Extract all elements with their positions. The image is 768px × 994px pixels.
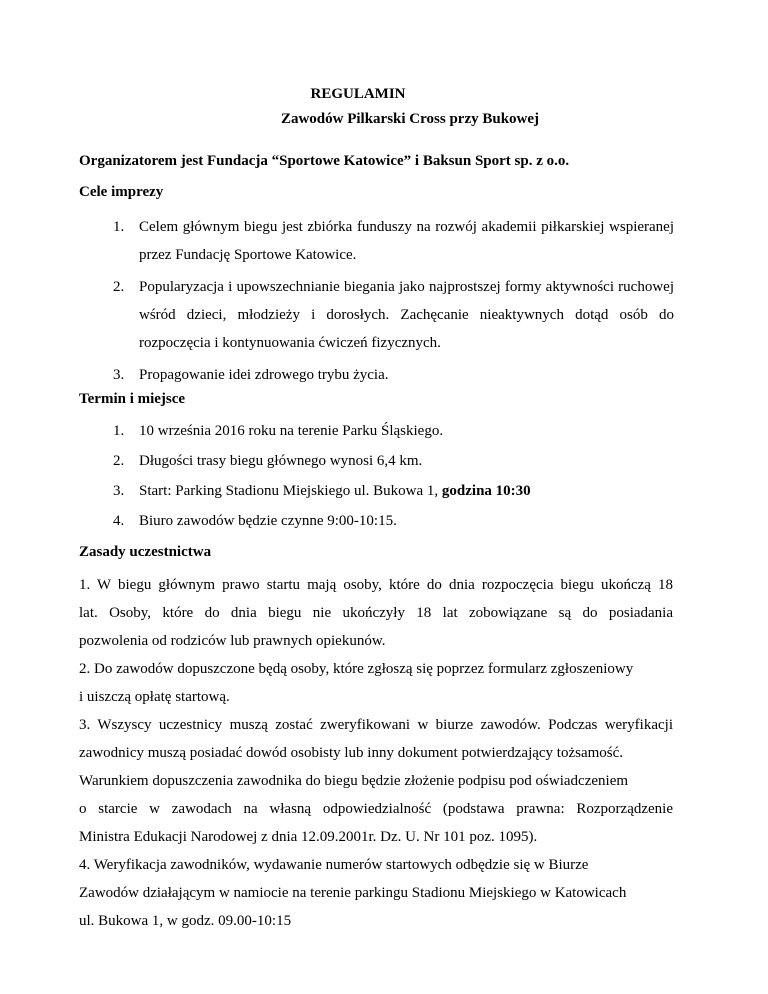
goals-heading: Cele imprezy <box>79 184 164 200</box>
list-item <box>79 478 674 504</box>
organizer-line: Organizatorem jest Fundacja “Sportowe Katowice” i Baksun Sport sp. z o.o. <box>79 153 570 169</box>
list-item-number: 2. <box>113 453 125 469</box>
list-item-text: Biuro zawodów będzie czynne 9:00-10:15. <box>139 513 397 529</box>
paragraph-line: pozwolenia od rodziców lub prawnych opiekunów. <box>79 633 386 649</box>
list-item-number: 4. <box>113 513 125 529</box>
list-item <box>79 508 674 534</box>
start-time-bold: godzina 10:30 <box>441 483 531 499</box>
paragraph-line: 2. Do zawodów dopuszczone będą osoby, które zgłoszą się poprzez formularz zgłoszeniowy <box>79 661 634 677</box>
list-item-text: Propagowanie idei zdrowego trybu życia. <box>139 367 389 383</box>
document-subtitle: Zawodów Pilkarski Cross przy Bukowej <box>280 111 540 127</box>
paragraph-line: o starcie w zawodach na własną odpowiedzialność (podstawa prawna: Rozporządzenie <box>79 801 673 817</box>
paragraph-line: Warunkiem dopuszczenia zawodnika do biegu będzie złożenie podpisu pod oświadczeniem <box>79 773 629 789</box>
paragraph-line: Ministra Edukacji Narodowej z dnia 12.09.2001r. Dz. U. Nr 101 poz. 1095). <box>79 829 538 845</box>
list-item-number: 1. <box>113 423 125 439</box>
list-item-text: Celem głównym biegu jest zbiórka funduszy na rozwój akademii piłkarskiej wspieranej przez Fundację Sportowe Katowice. <box>139 219 674 263</box>
start-location-text: Start: Parking Stadionu Miejskiego ul. Bukowa 1, <box>139 483 442 499</box>
paragraph-line: i uiszczą opłatę startową. <box>79 689 230 705</box>
list-item-number: 1. <box>113 219 125 235</box>
list-item <box>79 361 674 389</box>
list-item-text: 10 września 2016 roku na terenie Parku Śląskiego. <box>139 423 444 439</box>
list-item-number: 3. <box>113 483 125 499</box>
paragraph-line: lat. Osoby, które do dnia biegu nie ukończyły 18 lat zobowiązane są do posiadania <box>79 605 673 621</box>
list-item-number: 2. <box>113 279 125 295</box>
list-item <box>79 448 674 474</box>
paragraph-line: 4. Weryfikacja zawodników, wydawanie numerów startowych odbędzie się w Biurze <box>79 857 589 873</box>
paragraph-line: zawodnicy muszą posiadać dowód osobisty lub inny dokument potwierdzający tożsamość. <box>79 745 624 761</box>
time-place-list <box>79 418 674 534</box>
participation-paragraph-1 <box>79 571 673 935</box>
document-title: REGULAMIN <box>310 86 406 102</box>
list-item-text: Popularyzacja i upowszechnianie biegania jako najprostszej formy aktywności ruchowej wśród dzieci, młodzieży i dorosłych. Zachęcanie nieaktywnych dotąd osób do rozpoczęcia i kontynuowania ćwiczeń fizycznych. <box>139 279 674 351</box>
list-item <box>79 273 674 357</box>
paragraph-line: ul. Bukowa 1, w godz. 09.00-10:15 <box>79 913 292 929</box>
paragraph-line: Zawodów działającym w namiocie na terenie parkingu Stadionu Miejskiego w Katowicach <box>79 885 627 901</box>
paragraph-line: 1. W biegu głównym prawo startu mają osoby, które do dnia rozpoczęcia biegu ukończą 18 <box>79 577 673 593</box>
list-item <box>79 213 674 269</box>
paragraph-line: 3. Wszyscy uczestnicy muszą zostać zweryfikowani w biurze zawodów. Podczas weryfikacji <box>79 717 673 733</box>
goals-list <box>79 213 674 389</box>
time-place-heading: Termin i miejsce <box>79 391 186 407</box>
participation-heading: Zasady uczestnictwa <box>79 544 212 560</box>
list-item <box>79 418 674 444</box>
list-item-text: Długości trasy biegu głównego wynosi 6,4 km. <box>139 453 423 469</box>
list-item-text <box>139 478 674 504</box>
list-item-number: 3. <box>113 367 125 383</box>
